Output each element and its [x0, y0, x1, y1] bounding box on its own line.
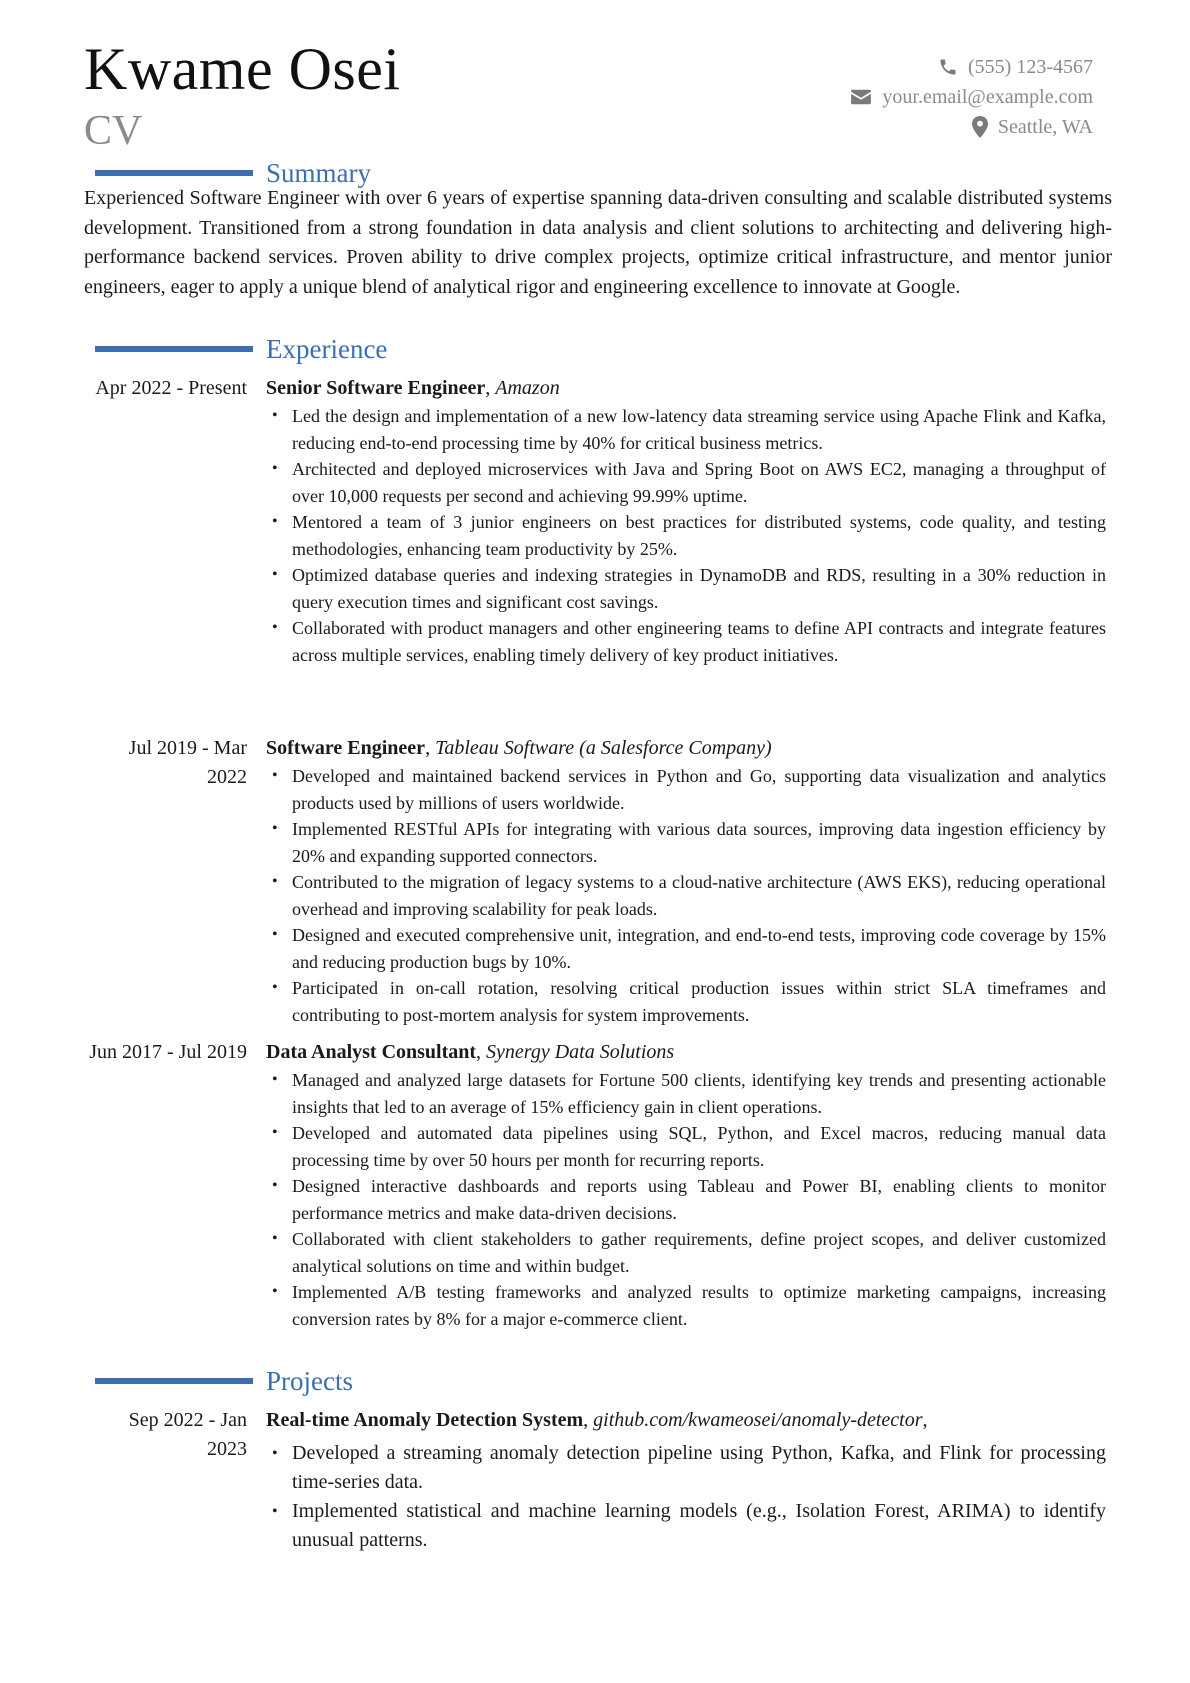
section-title: Experience [266, 334, 388, 364]
section-title: Projects [266, 1366, 353, 1396]
list-item: • Implemented RESTful APIs for integrating with various data sources, improving data ingestion efficiency by 20% and expanding supported connectors. [266, 816, 1106, 869]
entry-organization: Synergy Data Solutions [486, 1041, 675, 1063]
section-accent-bar [95, 1378, 253, 1384]
phone-text[interactable]: (555) 123-4567 [968, 56, 1093, 78]
entry-role: Senior Software Engineer [266, 377, 486, 399]
entry-title: Senior Software Engineer, Amazon [266, 377, 560, 399]
list-item: • Collaborated with product managers and other engineering teams to define API contracts and integrate features across multiple services, enabling timely delivery of key product initiatives. [266, 615, 1106, 668]
entry-bullets [266, 763, 1106, 1028]
contact-location [850, 112, 1093, 142]
entry-title: Real-time Anomaly Detection System, github.com/kwameosei/anomaly-detector, [266, 1409, 928, 1431]
list-item: • Developed a streaming anomaly detection pipeline using Python, Kafka, and Flink for processing time-series data. [266, 1439, 1106, 1497]
entry-bullets [266, 1439, 1106, 1555]
document-subtitle: CV [84, 108, 143, 154]
entry-date: Jul 2019 - Mar 2022 [128, 737, 247, 788]
contact-email [850, 82, 1093, 112]
envelope-icon [850, 88, 872, 106]
location-text: Seattle, WA [997, 116, 1093, 138]
list-item: • Developed and maintained backend services in Python and Go, supporting data visualization and analytics products used by millions of users worldwide. [266, 763, 1106, 816]
list-item: • Participated in on-call rotation, resolving critical production issues within strict SLA timeframes and contributing to post-mortem analysis for system improvements. [266, 975, 1106, 1028]
list-item: • Mentored a team of 3 junior engineers on best practices for distributed systems, code quality, and testing methodologies, enhancing team productivity by 25%. [266, 509, 1106, 562]
contact-phone [850, 52, 1093, 82]
list-item: • Led the design and implementation of a new low-latency data streaming service using Apache Flink and Kafka, reducing end-to-end processing time by 40% for critical business metrics. [266, 403, 1106, 456]
entry-organization: Amazon [495, 377, 560, 399]
list-item: • Contributed to the migration of legacy systems to a cloud-native architecture (AWS EKS), reducing operational overhead and improving scalability for peak loads. [266, 869, 1106, 922]
project-link[interactable]: github.com/kwameosei/anomaly-detector [593, 1409, 923, 1431]
contact-block [850, 52, 1093, 142]
entry-date: Apr 2022 - Present [95, 377, 247, 399]
list-item: • Managed and analyzed large datasets for Fortune 500 clients, identifying key trends and presenting actionable insights that led to an average of 15% efficiency gain in client operations. [266, 1067, 1106, 1120]
section-accent-bar [95, 346, 253, 352]
entry-role: Software Engineer [266, 737, 426, 759]
project-name: Real-time Anomaly Detection System [266, 1409, 584, 1431]
list-item: • Developed and automated data pipelines using SQL, Python, and Excel macros, reducing manual data processing time by over 50 hours per month for recurring reports. [266, 1120, 1106, 1173]
entry-bullets [266, 403, 1106, 668]
summary-text: Experienced Software Engineer with over 6 years of expertise spanning data-driven consulting and scalable distributed systems development. Transitioned from a strong foundation in data analysis and client solutions to architecting and delivering high-performance backend services. Proven ability to drive complex projects, optimize critical infrastructure, and mentor junior engineers, eager to apply a unique blend of analytical rigor and engineering excellence to innovate at Google. [84, 187, 1112, 298]
list-item: • Designed and executed comprehensive unit, integration, and end-to-end tests, improving code coverage by 15% and reducing production bugs by 10%. [266, 922, 1106, 975]
entry-title: Software Engineer, Tableau Software (a Salesforce Company) [266, 737, 772, 759]
entry-organization: Tableau Software (a Salesforce Company) [435, 737, 772, 759]
phone-icon [938, 57, 958, 77]
section-title: Summary [266, 158, 371, 188]
list-item: • Designed interactive dashboards and reports using Tableau and Power BI, enabling clients to monitor performance metrics and make data-driven decisions. [266, 1173, 1106, 1226]
list-item: • Implemented statistical and machine learning models (e.g., Isolation Forest, ARIMA) to identify unusual patterns. [266, 1497, 1106, 1555]
entry-date: Jun 2017 - Jul 2019 [89, 1041, 247, 1063]
projects-section-heading [95, 1364, 1110, 1398]
list-item: • Architected and deployed microservices with Java and Spring Boot on AWS EC2, managing a throughput of over 10,000 requests per second and achieving 99.99% uptime. [266, 456, 1106, 509]
email-link[interactable]: your.email@example.com [882, 86, 1093, 108]
entry-title: Data Analyst Consultant, Synergy Data Solutions [266, 1041, 675, 1063]
candidate-name: Kwame Osei [84, 36, 401, 102]
experience-section-heading [95, 332, 1110, 366]
list-item: • Optimized database queries and indexing strategies in DynamoDB and RDS, resulting in a 30% reduction in query execution times and significant cost savings. [266, 562, 1106, 615]
entry-bullets [266, 1067, 1106, 1332]
map-pin-icon [972, 116, 988, 138]
list-item: • Collaborated with client stakeholders to gather requirements, define project scopes, and deliver customized analytical solutions on time and within budget. [266, 1226, 1106, 1279]
entry-role: Data Analyst Consultant [266, 1041, 477, 1063]
section-accent-bar [95, 170, 253, 176]
list-item: • Implemented A/B testing frameworks and analyzed results to optimize marketing campaigns, increasing conversion rates by 8% for a major e-commerce client. [266, 1279, 1106, 1332]
entry-date: Sep 2022 - Jan 2023 [128, 1409, 247, 1460]
